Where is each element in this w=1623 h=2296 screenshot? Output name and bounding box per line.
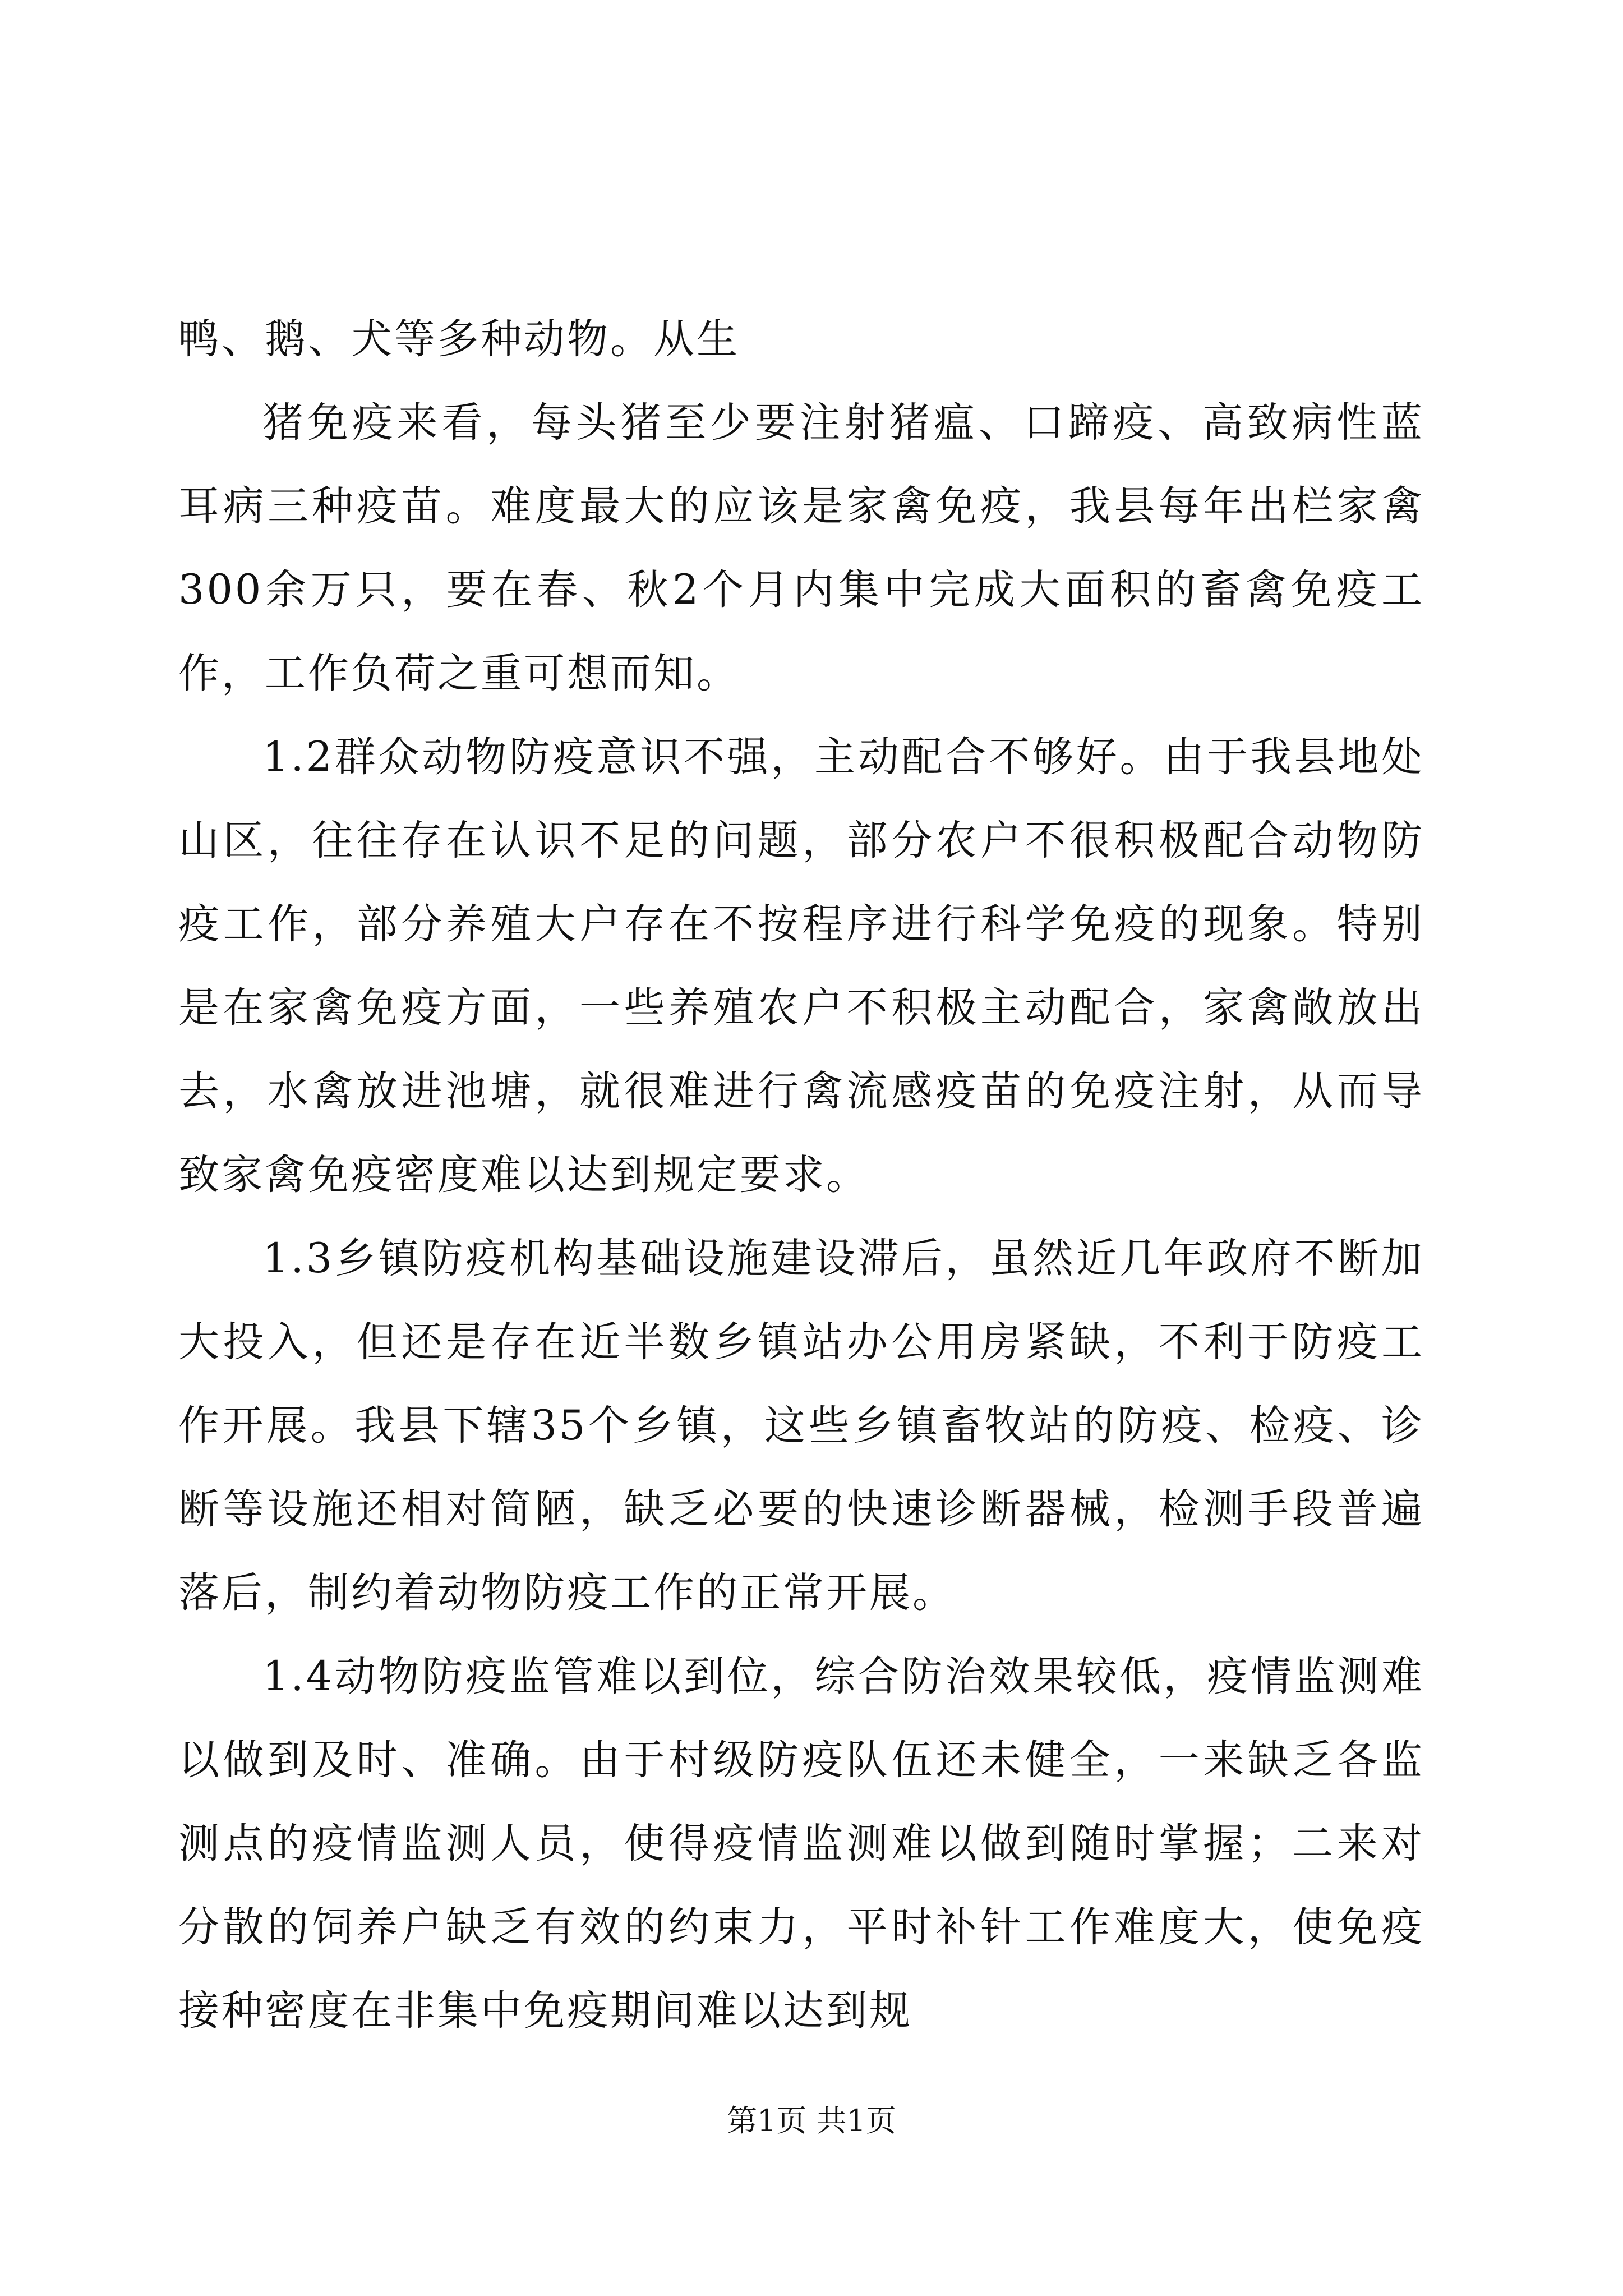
paragraph-pig-immunization: 猪免疫来看，每头猪至少要注射猪瘟、口蹄疫、高致病性蓝耳病三种疫苗。难度最大的应该是家禽免疫，我县每年出栏家禽300余万只，要在春、秋2个月内集中完成大面积的畜禽免疫工作，工作负荷之重可想而知。 [178,399,1424,697]
paragraph-continuation: 鸭、鹅、犬等多种动物。从生 [178,315,740,363]
document-body [178,297,1424,2053]
paragraph-section-1-4: 1.4动物防疫监管难以到位，综合防治效果较低，疫情监测难以做到及时、准确。由于村级防疫队伍还未健全，一来缺乏各监测点的疫情监测人员，使得疫情监测难以做到随时掌握；二来对分散的饲养户缺乏有效的约束力，平时补针工作难度大，使免疫接种密度在非集中免疫期间难以达到规 [178,1653,1424,2035]
page-footer: 第1页 共1页 [727,2103,896,2138]
paragraph-section-1-2: 1.2群众动物防疫意识不强，主动配合不够好。由于我县地处山区，往往存在认识不足的问题，部分农户不很积极配合动物防疫工作，部分养殖大户存在不按程序进行科学免疫的现象。特别是在家禽免疫方面，一些养殖农户不积极主动配合，家禽敞放出去，水禽放进池塘，就很难进行禽流感疫苗的免疫注射，从而导致家禽免疫密度难以达到规定要求。 [178,733,1424,1199]
paragraph-section-1-3: 1.3乡镇防疫机构基础设施建设滞后，虽然近几年政府不断加大投入，但还是存在近半数乡镇站办公用房紧缺，不利于防疫工作开展。我县下辖35个乡镇，这些乡镇畜牧站的防疫、检疫、诊断等设施还相对简陋，缺乏必要的快速诊断器械，检测手段普遍落后，制约着动物防疫工作的正常开展。 [178,1235,1424,1617]
